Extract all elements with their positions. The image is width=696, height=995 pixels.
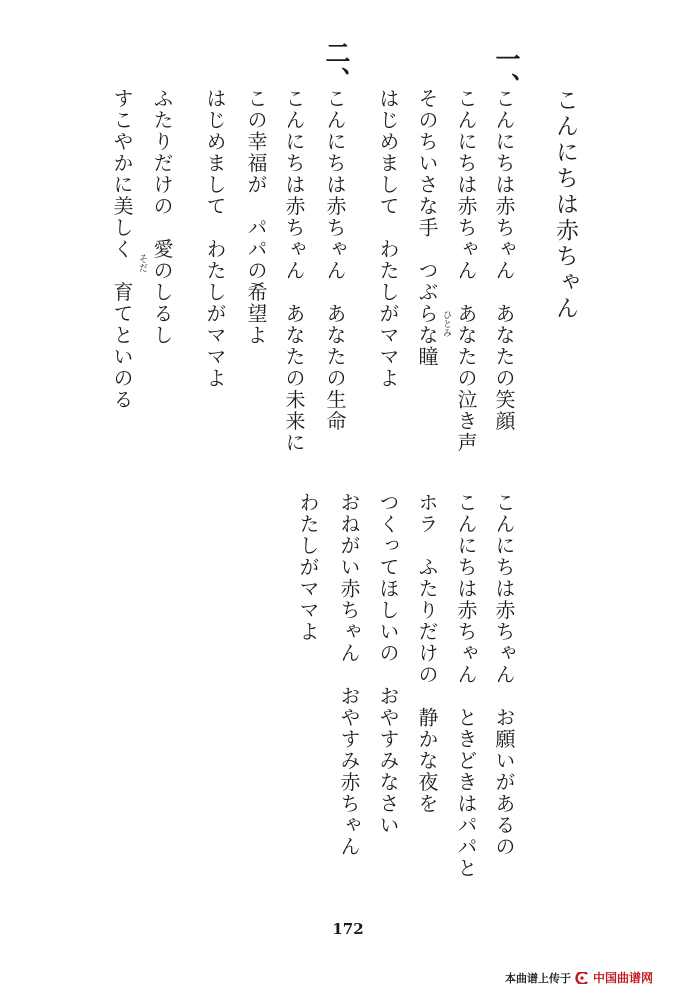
verse2-line-3: この幸福が パパの希望よ — [244, 88, 268, 346]
verse3-line-1: こんにちは赤ちゃん お願いがあるの — [492, 492, 516, 858]
verse2-line-1: こんにちは赤ちゃん あなたの生命 — [323, 88, 347, 432]
verse1-line-3: そのちいさな手 つぶらな瞳 — [415, 88, 439, 368]
verse1-ruby: ひとみ — [441, 310, 451, 337]
verse2-line-4: はじめまして わたしがママよ — [203, 88, 227, 389]
footer-watermark[interactable] — [505, 969, 653, 986]
verse1-line-1: こんにちは赤ちゃん あなたの笑顔 — [492, 88, 516, 432]
verse1-line-4: はじめまして わたしがママよ — [376, 88, 400, 389]
page-number: 172 — [332, 920, 364, 938]
verse3-line-6: わたしがママよ — [296, 492, 320, 643]
site-logo-icon — [575, 972, 589, 984]
verse3-line-2: こんにちは赤ちゃん ときどきはパパと — [454, 492, 478, 879]
upload-text: 本曲谱上传于 — [505, 971, 571, 985]
verse1-number: 一、 — [492, 46, 521, 99]
verse2-ruby: そだ — [137, 254, 147, 272]
verse2-line-5: ふたりだけの 愛のしるし — [150, 88, 174, 346]
verse2-number: 二、 — [322, 40, 351, 93]
verse3-line-4: つくってほしいの おやすみなさい — [376, 492, 400, 836]
verse2-line-6: すこやかに美しく 育てといのる — [110, 88, 134, 411]
verse3-line-3: ホラ ふたりだけの 静かな夜を — [415, 492, 439, 815]
verse2-line-2: こんにちは赤ちゃん あなたの未来に — [282, 88, 306, 454]
verse1-line-2: こんにちは赤ちゃん あなたの泣き声 — [454, 88, 478, 454]
song-title: こんにちは赤ちゃん — [552, 88, 578, 322]
verse3-line-5: おねがい赤ちゃん おやすみ赤ちゃん — [337, 492, 361, 858]
site-name: 中国曲谱网 — [593, 971, 654, 985]
